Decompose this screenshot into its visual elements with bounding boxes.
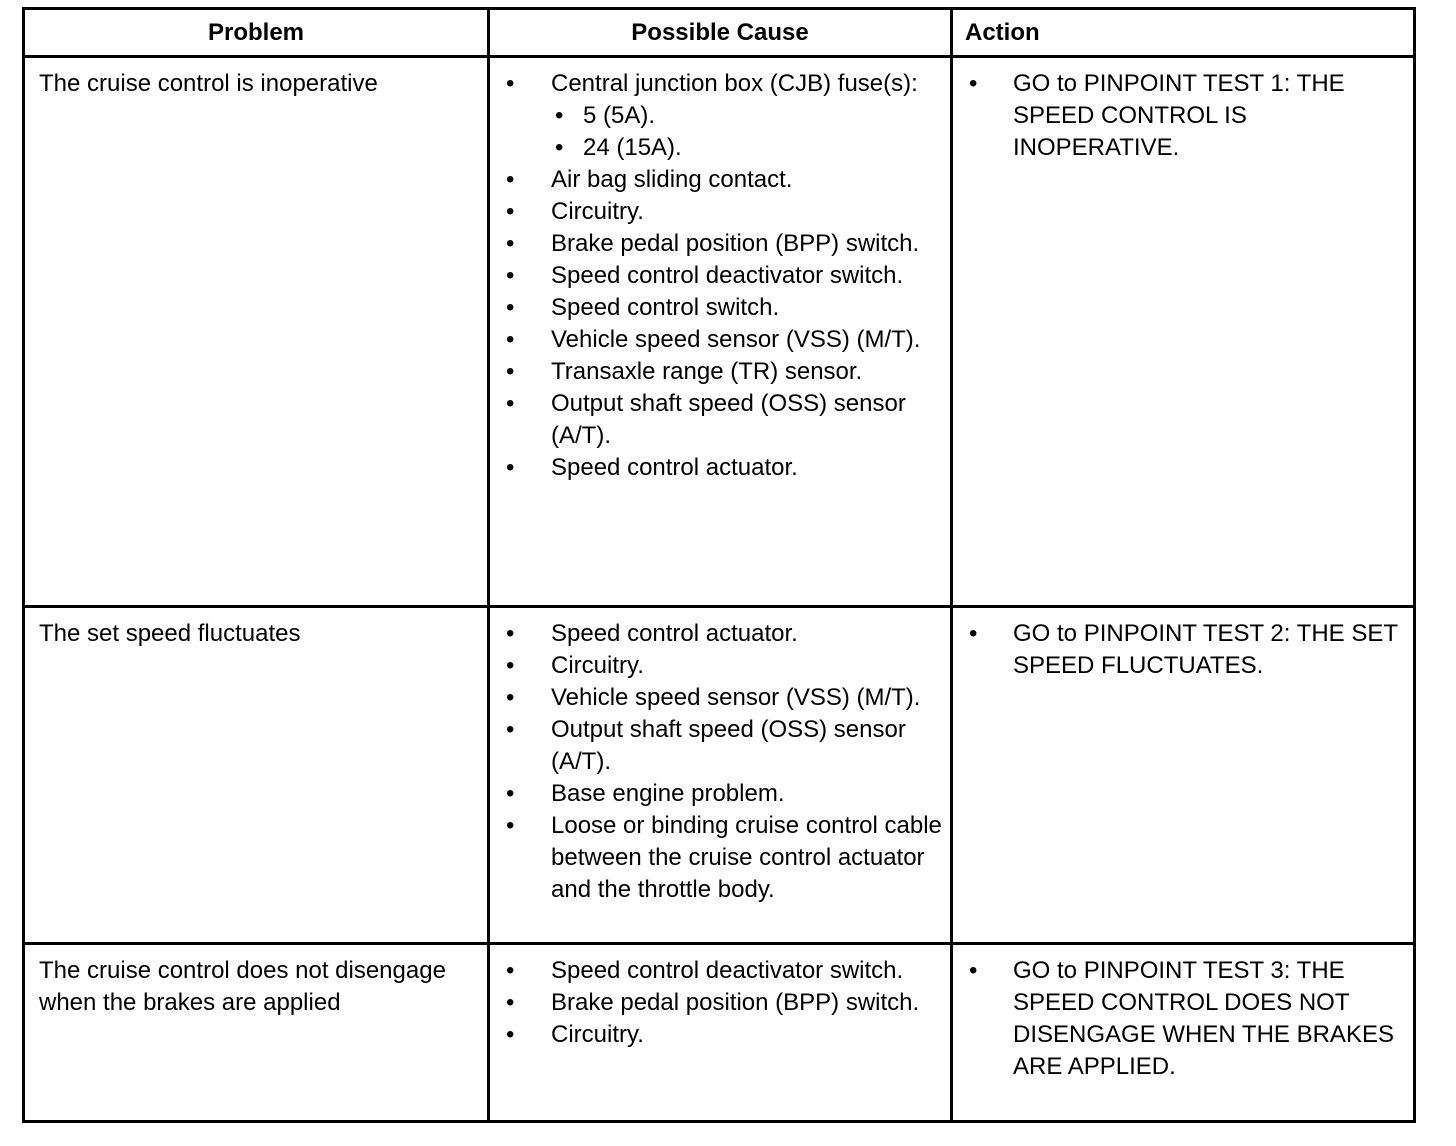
problem-cell: The cruise control does not disengage when the brakes are applied [24,944,489,1122]
cause-item [490,987,950,1019]
action-list [953,608,1413,682]
cause-text: Air bag sliding contact. [551,166,793,193]
cause-text: Circuitry. [551,1021,644,1048]
cause-item [490,356,950,388]
cause-text: Loose or binding cruise control cable between the cruise control actuator and the throttle body. [551,812,942,903]
action-item: • GO to PINPOINT TEST 1: THE SPEED CONTROL IS INOPERATIVE. [953,68,1413,164]
cause-cell [489,57,952,607]
cause-text: Output shaft speed (OSS) sensor (A/T). [551,390,906,449]
cause-text: Speed control actuator. [551,620,798,647]
fuse-list [551,100,950,164]
cause-text: Transaxle range (TR) sensor. [551,358,863,385]
cause-list [490,945,950,1051]
header-action: Action [952,9,1415,57]
cause-item [490,68,950,164]
cause-item [490,292,950,324]
action-cell [952,607,1415,944]
action-item: • GO to PINPOINT TEST 2: THE SET SPEED FLUCTUATES. [953,618,1413,682]
cause-item [490,810,950,906]
cause-item [490,618,950,650]
cause-text: Brake pedal position (BPP) switch. [551,230,920,257]
action-item: • GO to PINPOINT TEST 3: THE SPEED CONTROL DOES NOT DISENGAGE WHEN THE BRAKES ARE APPLIED. [953,955,1413,1083]
cause-list [490,58,950,484]
cause-text: Circuitry. [551,652,644,679]
cause-text: Output shaft speed (OSS) sensor (A/T). [551,716,906,775]
cause-text: Speed control deactivator switch. [551,262,904,289]
cause-text: Speed control deactivator switch. [551,957,904,984]
cause-text: Vehicle speed sensor (VSS) (M/T). [551,326,921,353]
cause-item [490,650,950,682]
action-list [953,58,1413,164]
cause-text: Speed control actuator. [551,454,798,481]
header-possible-cause: Possible Cause [489,9,952,57]
table-row [24,944,1415,1122]
cause-item [490,682,950,714]
cause-cell [489,607,952,944]
diagnosis-table [22,7,1416,1123]
cause-text: Central junction box (CJB) fuse(s): [551,70,918,97]
fuse-item: • 24 (15A). [551,132,950,164]
action-cell [952,944,1415,1122]
cause-item [490,324,950,356]
cause-list [490,608,950,906]
cause-item [490,388,950,452]
problem-cell: The cruise control is inoperative [24,57,489,607]
cause-text: Base engine problem. [551,780,785,807]
cause-item [490,260,950,292]
action-list [953,945,1413,1083]
header-row [24,9,1415,57]
cause-text: Vehicle speed sensor (VSS) (M/T). [551,684,921,711]
cause-item [490,955,950,987]
cause-cell [489,944,952,1122]
cause-item [490,452,950,484]
cause-text: Circuitry. [551,198,644,225]
header-problem: Problem [24,9,489,57]
cause-text: Speed control switch. [551,294,780,321]
cause-item [490,714,950,778]
problem-cell: The set speed fluctuates [24,607,489,944]
cause-item [490,164,950,196]
action-cell [952,57,1415,607]
cause-item [490,228,950,260]
table-row [24,57,1415,607]
table-row [24,607,1415,944]
cause-item [490,778,950,810]
cause-item [490,196,950,228]
fuse-item: • 5 (5A). [551,100,950,132]
cause-item [490,1019,950,1051]
cause-text: Brake pedal position (BPP) switch. [551,989,920,1016]
